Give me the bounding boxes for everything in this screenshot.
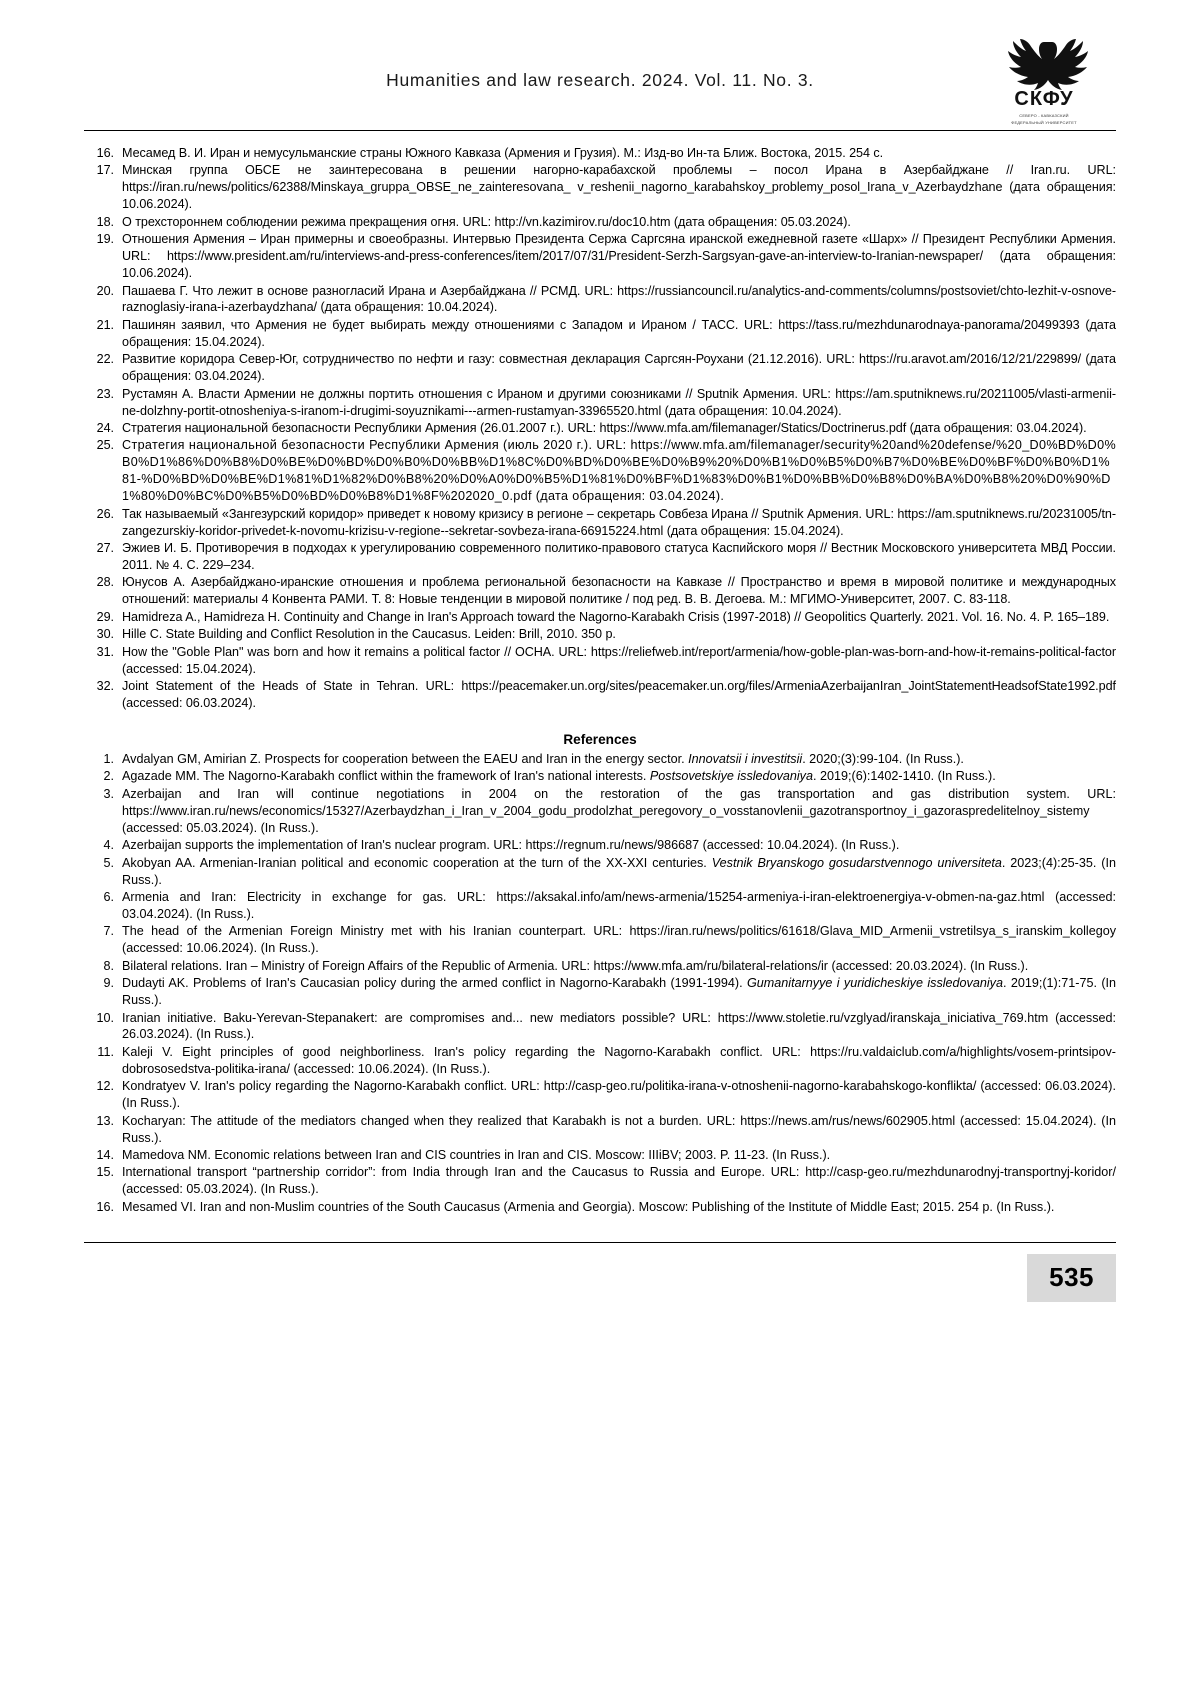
reference-item: [84, 1147, 1116, 1164]
reference-text: Так называемый «Зангезурский коридор» приведет к новому кризису в регионе – секретарь Совбеза Ирана // Sputnik Армения. URL: https://am.sputniknews.ru/20231005/tn-zangezurskiy-koridor-privedet-k-novomu-krizisu-v-regione--sekretar-sovbeza-irana-66915224.html (дата обращения: 15.04.2024).: [122, 506, 1116, 538]
reference-item: [84, 644, 1116, 678]
reference-text: [122, 856, 1116, 887]
reference-item: [84, 958, 1116, 975]
reference-text: The head of the Armenian Foreign Ministry met with his Iranian counterpart. URL: https://iran.ru/news/politics/61618/Glava_MID_Armenii_vstretilsya_s_iranskim_kollegoy (accessed: 10.06.2024). (In Russ.).: [122, 924, 1116, 956]
reference-text: Azerbaijan supports the implementation of Iran's nuclear program. URL: https://regnum.ru/news/986687 (accessed: 10.04.2024). (In Russ.).: [122, 838, 900, 853]
reference-number: 16.: [96, 146, 114, 160]
reference-item: [84, 889, 1116, 923]
reference-number: 22.: [96, 352, 114, 367]
reference-item: [84, 1164, 1116, 1198]
reference-list-english: [84, 751, 1116, 1216]
reference-number: 10.: [96, 1010, 114, 1025]
logo-subtitle-line2: ФЕДЕРАЛЬНЫЙ УНИВЕРСИТЕТ: [1011, 120, 1077, 126]
reference-number: 2.: [103, 769, 114, 784]
reference-source-title: Gumanitarnyye i yuridicheskiye issledovaniya: [746, 976, 1003, 991]
reference-text: Стратегия национальной безопасности Республики Армения (26.01.2007 г.). URL: https://www.mfa.am/filemanager/Statics/Doctrinerus.pdf (дата обращения: 03.04.2024).: [122, 421, 1087, 435]
reference-item: [84, 626, 1116, 643]
reference-text: Минская группа ОБСЕ не заинтересована в решении нагорно-карабахской проблемы – посол Ирана в Азербайджане // Iran.ru. URL: https://iran.ru/news/politics/62388/Minskaya_gruppa_OBSE_ne_zainteresovana_ v_reshenii_nagorno_karabahskoy_problemy_posol_Irana_v_Azerbaydzhane (дата обращения: 10.06.2024).: [122, 163, 1116, 212]
reference-item: [84, 678, 1116, 712]
reference-text-tail: . 2020;(3):99-104. (In Russ.).: [802, 751, 964, 766]
reference-text: Пашаева Г. Что лежит в основе разногласий Ирана и Азербайджана // РСМД. URL: https://russiancouncil.ru/analytics-and-comments/columns/postsoviet/chto-lezhit-v-osnove-raznoglasiy-irana-i-azerbaydzhana/ (дата обращения: 10.04.2024).: [122, 283, 1116, 315]
running-title: Humanities and law research. 2024. Vol. 11. No. 3.: [386, 69, 814, 90]
page-footer: [84, 1242, 1116, 1312]
reference-text: Пашинян заявил, что Армения не будет выбирать между отношениями с Западом и Ираном / ТАСС. URL: https://tass.ru/mezhdunarodnaya-panorama/20499393 (дата обращения: 15.04.2024).: [122, 317, 1116, 349]
reference-text: How the "Goble Plan" was born and how it remains a political factor // OCHA. URL: https://reliefweb.int/report/armenia/how-goble-plan-was-born-and-how-it-remains-political-factor (accessed: 15.04.2024).: [122, 644, 1116, 676]
reference-item: [84, 574, 1116, 608]
reference-item: [84, 923, 1116, 957]
reference-source-title: Postsovetskiye issledovaniya: [649, 769, 813, 784]
university-logo: [980, 36, 1108, 126]
reference-number: 14.: [96, 1148, 114, 1162]
reference-item: [84, 162, 1116, 213]
reference-number: 18.: [96, 214, 114, 229]
reference-list-russian: [84, 145, 1116, 712]
reference-text: Kocharyan: The attitude of the mediators changed when they realized that Karabakh is not a burden. URL: https://news.am/rus/news/602905.html (accessed: 15.04.2024). (In Russ.).: [122, 1113, 1116, 1145]
reference-item: [84, 1078, 1116, 1112]
reference-item: [84, 855, 1116, 889]
reference-text: Azerbaijan and Iran will continue negotiations in 2004 on the restoration of the gas transportation and gas distribution system. URL: https://www.iran.ru/news/economics/15327/Azerbaydzhan_i_Iran_v_2004_godu_prodolzhat_peregovory_o_vosstanovlenii_gazotransportnoy_i_gazoraspredelitelnoy_sistemy (accessed: 05.03.2024). (In Russ.).: [122, 786, 1116, 835]
reference-item: [84, 214, 1116, 231]
reference-text: Mamedova NM. Economic relations between Iran and CIS countries in Iran and CIS. Moscow: IIIiBV; 2003. P. 11-23. (In Russ.).: [122, 1148, 831, 1162]
eagle-emblem-icon: [990, 36, 1098, 90]
reference-text: Armenia and Iran: Electricity in exchange for gas. URL: https://aksakal.info/am/news-armenia/15254-armeniya-i-iran-elektroenergiya-v-obmen-na-gaz.html (accessed: 03.04.2024). (In Russ.).: [122, 889, 1116, 921]
reference-number: 28.: [96, 575, 114, 590]
reference-text: Рустамян А. Власти Армении не должны портить отношения с Ираном и другими союзниками // Sputnik Армения. URL: https://am.sputniknews.ru/20211005/vlasti-armenii-ne-dolzhny-portit-otnosheniya-s-iranom-i-drugimi-soyuznikami---armen-rustamyan-33965520.html (дата обращения: 10.04.2024).: [122, 386, 1116, 418]
reference-item: [84, 317, 1116, 351]
logo-subtitle-line1: СЕВЕРО - КАВКАЗСКИЙ: [1019, 113, 1069, 118]
reference-number: 24.: [96, 421, 114, 435]
reference-text: Bilateral relations. Iran – Ministry of Foreign Affairs of the Republic of Armenia. URL: https://www.mfa.am/ru/bilateral-relations/ir (accessed: 20.03.2024). (In Russ.).: [122, 958, 1029, 973]
reference-item: [84, 437, 1116, 505]
reference-number: 8.: [103, 958, 114, 973]
reference-number: 26.: [96, 506, 114, 521]
reference-number: 5.: [103, 855, 114, 870]
reference-text: Месамед В. И. Иран и немусульманские страны Южного Кавказа (Армения и Грузия). М.: Изд-во Ин-та Ближ. Востока, 2015. 254 с.: [122, 146, 884, 160]
reference-number: 4.: [103, 838, 114, 853]
reference-number: 20.: [96, 283, 114, 298]
reference-text: Стратегия национальной безопасности Республики Армения (июль 2020 г.). URL: https://www.mfa.am/filemanager/security%20and%20defense/%20_D0%BD%D0%B0%D1%86%D0%B8%D0%BE%D0%BD%D0%B0%D0%BB%D1%8C%D0%BD%D0%BE%D0%B9%20%D0%B1%D0%B5%D0%B7%D0%BE%D0%BF%D0%B0%D1%81-%D0%BD%D0%BE%D1%81%D1%82%D0%B8%20%D0%A0%D0%B5%D1%81%D0%BF%D1%83%D0%B1%D0%BB%D0%B8%D0%BA%D0%B8%20%D0%90%D1%80%D0%BC%D0%B5%D0%BD%D0%B8%D1%8F%202020_0.pdf (дата обращения: 03.04.2024).: [122, 438, 1116, 504]
reference-item: [84, 1010, 1116, 1044]
reference-number: 29.: [96, 609, 114, 624]
page-number: 535: [1027, 1254, 1116, 1302]
reference-item: [84, 506, 1116, 540]
reference-item: [84, 420, 1116, 437]
reference-number: 30.: [96, 627, 114, 642]
reference-number: 19.: [96, 232, 114, 247]
reference-text: Hille C. State Building and Conflict Resolution in the Caucasus. Leiden: Brill, 2010. 350 p.: [122, 627, 616, 642]
reference-text: International transport “partnership corridor”: from India through Iran and the Caucasus to Russia and Europe. URL: http://casp-geo.ru/mezhdunarodnyj-transportnyj-koridor/ (accessed: 05.03.2024). (In Russ.).: [122, 1165, 1116, 1197]
reference-text-tail: . 2023;(4):25-35. (In Russ.).: [122, 855, 1116, 887]
reference-text: О трехстороннем соблюдении режима прекращения огня. URL: http://vn.kazimirov.ru/doc10.htm (дата обращения: 05.03.2024).: [122, 214, 851, 229]
reference-text: Развитие коридора Север-Юг, сотрудничество по нефти и газу: совместная декларация Саргсян-Роухани (21.12.2016). URL: https://ru.aravot.am/2016/12/21/229899/ (дата обращения: 03.04.2024).: [122, 352, 1116, 384]
footer-divider: [84, 1242, 1116, 1243]
header-divider: [84, 130, 1116, 131]
reference-item: [84, 283, 1116, 317]
reference-number: 9.: [103, 976, 114, 991]
reference-text-part: Agazade MM. The Nagorno-Karabakh conflict within the framework of Iran's national interests.: [122, 769, 650, 784]
reference-item: [84, 231, 1116, 282]
reference-item: [84, 386, 1116, 420]
reference-number: 6.: [103, 889, 114, 904]
reference-number: 25.: [96, 438, 114, 453]
reference-item: [84, 145, 1116, 162]
reference-text: Iranian initiative. Baku-Yerevan-Stepanakert: are compromises and... new mediators possible? URL: https://www.stoletie.ru/vzglyad/iranskaja_iniciativa_769.htm (accessed: 26.03.2024). (In Russ.).: [122, 1010, 1116, 1042]
reference-number: 3.: [103, 786, 114, 801]
reference-item: [84, 1044, 1116, 1078]
reference-item: [84, 786, 1116, 837]
reference-item: [84, 540, 1116, 574]
reference-text-tail: . 2019;(1):71-75. (In Russ.).: [122, 976, 1117, 1008]
reference-number: 17.: [96, 163, 114, 178]
reference-text: Эжиев И. Б. Противоречия в подходах к урегулированию современного политико-правового статуса Каспийского моря // Вестник Московского университета МВД России. 2011. № 4. С. 229–234.: [122, 541, 1116, 572]
reference-item: [84, 837, 1116, 854]
reference-item: [84, 351, 1116, 385]
reference-text: Kondratyev V. Iran's policy regarding the Nagorno-Karabakh conflict. URL: http://casp-geo.ru/politika-irana-v-otnoshenii-nagorno-karabahskogo-konflikta/ (accessed: 06.03.2024). (In Russ.).: [122, 1079, 1116, 1111]
reference-item: [84, 751, 1116, 768]
reference-text: Joint Statement of the Heads of State in Tehran. URL: https://peacemaker.un.org/sites/peacemaker.un.org/files/ArmeniaAzerbaijanIran_JointStatementHeadsofState1992.pdf (accessed: 06.03.2024).: [122, 679, 1116, 710]
reference-number: 13.: [96, 1113, 114, 1128]
reference-number: 11.: [97, 1044, 114, 1059]
reference-text-part: Akobyan AA. Armenian-Iranian political and economic cooperation at the turn of the XX-XXI centuries.: [122, 855, 712, 870]
references-heading: References: [563, 731, 637, 747]
reference-source-title: Vestnik Bryanskogo gosudarstvennogo universiteta: [711, 855, 1002, 870]
reference-item: [84, 768, 1116, 785]
reference-item: [84, 609, 1116, 626]
reference-number: 16.: [96, 1199, 114, 1214]
reference-number: 7.: [103, 924, 114, 939]
reference-source-title: Innovatsii i investitsii: [688, 751, 803, 766]
reference-number: 23.: [96, 386, 114, 401]
reference-text-part: Dudayti AK. Problems of Iran's Caucasian policy during the armed conflict in Nagorno-Karabakh (1991-1994).: [122, 976, 747, 991]
reference-item: [84, 975, 1116, 1009]
reference-number: 27.: [96, 541, 114, 556]
reference-text: Hamidreza A., Hamidreza H. Continuity and Change in Iran's Approach toward the Nagorno-Karabakh Crisis (1997-2018) // Geopolitics Quarterly. 2021. Vol. 16. No. 4. P. 165–189.: [122, 609, 1110, 624]
reference-text: Отношения Армения – Иран примерны и своеобразны. Интервью Президента Сержа Саргсяна иранской ежедневной газете «Шарх» // Президент Республики Армения. URL: https://www.president.am/ru/interviews-and-press-conferences/item/2017/07/31/President-Serzh-Sargsyan-gave-an-interview-to-Iranian-newspaper/ (дата обращения: 10.06.2024).: [122, 232, 1116, 281]
reference-number: 21.: [96, 317, 114, 332]
page-header: [84, 34, 1116, 126]
reference-text-part: Avdalyan GM, Amirian Z. Prospects for cooperation between the EAEU and Iran in the energy sector.: [122, 751, 689, 766]
reference-number: 32.: [96, 679, 114, 694]
reference-number: 12.: [96, 1079, 114, 1094]
reference-text: Kaleji V. Eight principles of good neighborliness. Iran's policy regarding the Nagorno-Karabakh conflict. URL: https://ru.valdaiclub.com/a/highlights/vosem-printsipov-dobrososedstva-politika-irana/ (accessed: 10.06.2024). (In Russ.).: [122, 1044, 1116, 1076]
reference-item: [84, 1199, 1116, 1216]
reference-number: 31.: [96, 644, 114, 659]
reference-text: [122, 752, 964, 766]
reference-text: Юнусов А. Азербайджано-иранские отношения и проблема региональной безопасности на Кавказе // Пространство и время в мировой политике и международных отношений: материалы 4 Конвента РАМИ. Т. 8: Новые тенденции в мировой политике / под ред. В. В. Дегоева. М.: МГИМО-Университет, 2007. С. 83-118.: [122, 575, 1116, 607]
reference-text: [122, 769, 996, 783]
reference-text: Mesamed VI. Iran and non-Muslim countries of the South Caucasus (Armenia and Georgia). Moscow: Publishing of the Institute of Middle East; 2015. 254 p. (In Russ.).: [122, 1199, 1055, 1214]
reference-text: [122, 976, 1116, 1007]
reference-item: [84, 1113, 1116, 1147]
reference-number: 15.: [96, 1165, 114, 1180]
reference-text-tail: . 2019;(6):1402-1410. (In Russ.).: [812, 769, 996, 784]
logo-name: СКФУ: [1014, 88, 1074, 110]
reference-number: 1.: [103, 751, 114, 766]
